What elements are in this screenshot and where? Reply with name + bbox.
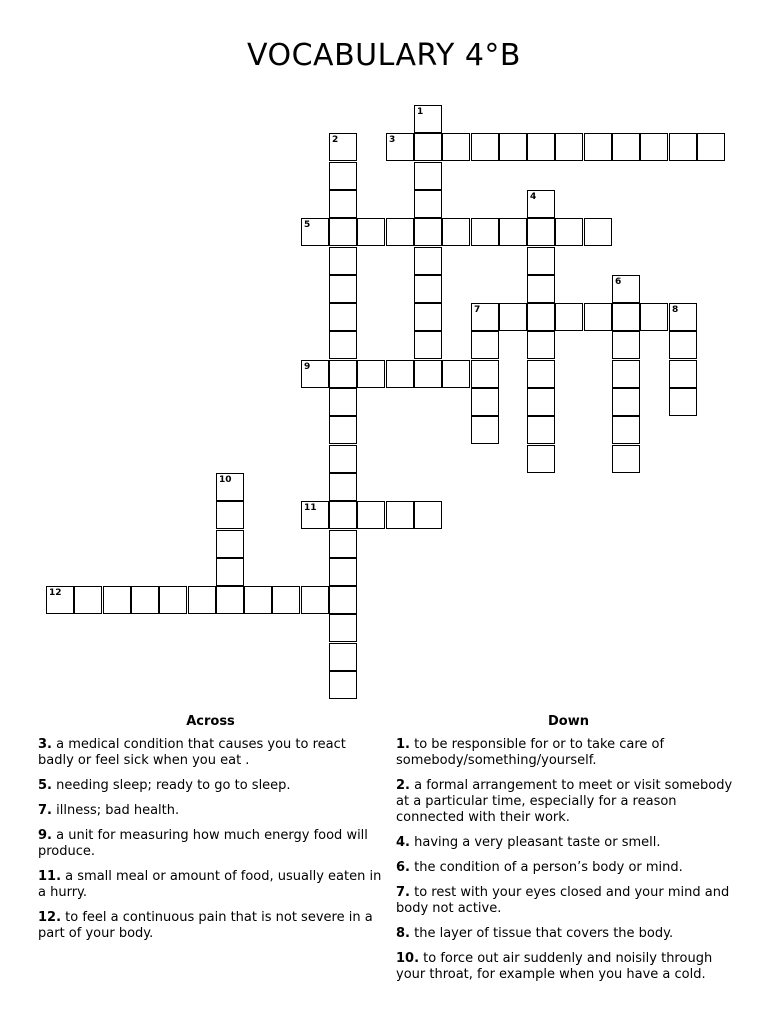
grid-cell[interactable] xyxy=(584,133,612,161)
clue-number: 6 xyxy=(615,277,622,287)
grid-cell[interactable] xyxy=(414,105,442,133)
clue-label: 7. xyxy=(38,803,52,818)
grid-cell[interactable] xyxy=(329,388,357,416)
grid-cell[interactable] xyxy=(329,247,357,275)
grid-cell[interactable] xyxy=(471,388,499,416)
clue-label: 9. xyxy=(38,828,52,843)
clue-number: 1 xyxy=(417,107,424,117)
grid-cell[interactable] xyxy=(272,586,300,614)
grid-cell[interactable] xyxy=(414,501,442,529)
grid-cell[interactable] xyxy=(414,303,442,331)
grid-cell[interactable] xyxy=(471,218,499,246)
grid-cell[interactable] xyxy=(216,501,244,529)
clue-label: 7. xyxy=(396,885,410,900)
grid-cell[interactable] xyxy=(527,218,555,246)
grid-cell[interactable] xyxy=(612,303,640,331)
grid-cell[interactable] xyxy=(216,473,244,501)
grid-cell[interactable] xyxy=(301,586,329,614)
clue-text: to be responsible for or to take care of somebody/something/yourself. xyxy=(396,737,665,768)
clue-number: 12 xyxy=(49,588,62,598)
clue-number: 9 xyxy=(304,362,311,372)
clue-label: 10. xyxy=(396,951,420,966)
grid-cell[interactable] xyxy=(555,303,583,331)
clue-label: 11. xyxy=(38,869,62,884)
clue-text: a medical condition that causes you to react badly or feel sick when you eat . xyxy=(38,737,346,768)
grid-cell[interactable] xyxy=(442,360,470,388)
grid-cell[interactable] xyxy=(216,530,244,558)
grid-cell[interactable] xyxy=(471,303,499,331)
grid-cell[interactable] xyxy=(442,133,470,161)
grid-cell[interactable] xyxy=(471,416,499,444)
clue-text: a formal arrangement to meet or visit somebody at a particular time, especially for a reason connected with their work. xyxy=(396,778,733,825)
grid-cell[interactable] xyxy=(697,133,725,161)
across-clue xyxy=(38,803,383,819)
grid-cell[interactable] xyxy=(159,586,187,614)
across-clue-list xyxy=(38,737,383,942)
grid-cell[interactable] xyxy=(414,133,442,161)
grid-cell[interactable] xyxy=(329,643,357,671)
across-clue xyxy=(38,910,383,942)
clue-label: 4. xyxy=(396,835,410,850)
clue-text: to rest with your eyes closed and your mind and body not active. xyxy=(396,885,730,916)
grid-cell[interactable] xyxy=(612,416,640,444)
down-clues xyxy=(396,714,741,992)
grid-cell[interactable] xyxy=(329,331,357,359)
clue-label: 8. xyxy=(396,926,410,941)
clue-text: to feel a continuous pain that is not severe in a part of your body. xyxy=(38,910,373,941)
grid-cell[interactable] xyxy=(329,586,357,614)
grid-cell[interactable] xyxy=(584,218,612,246)
grid-cell[interactable] xyxy=(301,218,329,246)
clue-label: 2. xyxy=(396,778,410,793)
grid-cell[interactable] xyxy=(471,331,499,359)
grid-cell[interactable] xyxy=(357,218,385,246)
grid-cell[interactable] xyxy=(471,360,499,388)
grid-cell[interactable] xyxy=(669,331,697,359)
grid-cell[interactable] xyxy=(471,133,499,161)
clue-number: 3 xyxy=(389,135,396,145)
grid-cell[interactable] xyxy=(555,218,583,246)
grid-cell[interactable] xyxy=(555,133,583,161)
grid-cell[interactable] xyxy=(329,275,357,303)
grid-cell[interactable] xyxy=(329,614,357,642)
clue-text: illness; bad health. xyxy=(51,803,180,818)
grid-cell[interactable] xyxy=(74,586,102,614)
grid-cell[interactable] xyxy=(612,445,640,473)
grid-cell[interactable] xyxy=(669,360,697,388)
grid-cell[interactable] xyxy=(329,360,357,388)
grid-cell[interactable] xyxy=(357,360,385,388)
grid-cell[interactable] xyxy=(669,133,697,161)
clue-label: 3. xyxy=(38,737,52,752)
across-heading: Across xyxy=(186,714,235,729)
across-clue xyxy=(38,869,383,901)
clue-label: 12. xyxy=(38,910,62,925)
clue-text: the layer of tissue that covers the body. xyxy=(409,926,674,941)
clue-text: the condition of a person’s body or mind. xyxy=(409,860,683,875)
across-clue xyxy=(38,828,383,860)
grid-cell[interactable] xyxy=(669,303,697,331)
grid-cell[interactable] xyxy=(640,303,668,331)
grid-cell[interactable] xyxy=(612,275,640,303)
grid-cell[interactable] xyxy=(499,133,527,161)
grid-cell[interactable] xyxy=(329,558,357,586)
clue-text: a unit for measuring how much energy food will produce. xyxy=(38,828,368,859)
across-clue xyxy=(38,737,383,769)
grid-cell[interactable] xyxy=(329,218,357,246)
grid-cell[interactable] xyxy=(414,162,442,190)
grid-cell[interactable] xyxy=(414,247,442,275)
grid-cell[interactable] xyxy=(414,360,442,388)
grid-cell[interactable] xyxy=(499,303,527,331)
grid-cell[interactable] xyxy=(216,586,244,614)
grid-cell[interactable] xyxy=(329,473,357,501)
grid-cell[interactable] xyxy=(386,360,414,388)
grid-cell[interactable] xyxy=(414,275,442,303)
grid-cell[interactable] xyxy=(527,388,555,416)
grid-cell[interactable] xyxy=(584,303,612,331)
clue-label: 1. xyxy=(396,737,410,752)
clue-number: 2 xyxy=(332,135,339,145)
down-clue xyxy=(396,926,741,942)
grid-cell[interactable] xyxy=(527,133,555,161)
grid-cell[interactable] xyxy=(329,501,357,529)
down-clue xyxy=(396,885,741,917)
grid-cell[interactable] xyxy=(386,501,414,529)
across-clue xyxy=(38,778,383,794)
clue-number: 11 xyxy=(304,503,317,513)
grid-cell[interactable] xyxy=(527,190,555,218)
grid-cell[interactable] xyxy=(329,530,357,558)
grid-cell[interactable] xyxy=(669,388,697,416)
clue-label: 6. xyxy=(396,860,410,875)
grid-cell[interactable] xyxy=(414,190,442,218)
grid-cell[interactable] xyxy=(131,586,159,614)
grid-cell[interactable] xyxy=(386,218,414,246)
grid-cell[interactable] xyxy=(386,133,414,161)
grid-cell[interactable] xyxy=(612,388,640,416)
down-clue xyxy=(396,835,741,851)
down-clue-list xyxy=(396,737,741,983)
grid-cell[interactable] xyxy=(442,218,470,246)
grid-cell[interactable] xyxy=(103,586,131,614)
clue-label: 5. xyxy=(38,778,52,793)
grid-cell[interactable] xyxy=(216,558,244,586)
grid-cell[interactable] xyxy=(527,416,555,444)
down-heading: Down xyxy=(548,714,589,729)
clue-number: 8 xyxy=(672,305,679,315)
down-clue xyxy=(396,951,741,983)
clue-text: having a very pleasant taste or smell. xyxy=(409,835,661,850)
clue-number: 10 xyxy=(219,475,232,485)
grid-cell[interactable] xyxy=(46,586,74,614)
grid-cell[interactable] xyxy=(640,133,668,161)
grid-cell[interactable] xyxy=(188,586,216,614)
clue-text: needing sleep; ready to go to sleep. xyxy=(51,778,291,793)
down-clue xyxy=(396,737,741,769)
grid-cell[interactable] xyxy=(612,331,640,359)
grid-cell[interactable] xyxy=(527,275,555,303)
grid-cell[interactable] xyxy=(357,501,385,529)
down-clue xyxy=(396,778,741,826)
grid-cell[interactable] xyxy=(612,133,640,161)
grid-cell[interactable] xyxy=(527,360,555,388)
grid-cell[interactable] xyxy=(612,360,640,388)
across-clues xyxy=(38,714,383,951)
grid-cell[interactable] xyxy=(301,360,329,388)
grid-cell[interactable] xyxy=(414,331,442,359)
grid-cell[interactable] xyxy=(527,331,555,359)
grid-cell[interactable] xyxy=(329,303,357,331)
grid-cell[interactable] xyxy=(329,416,357,444)
grid-cell[interactable] xyxy=(527,445,555,473)
grid-cell[interactable] xyxy=(414,218,442,246)
grid-cell[interactable] xyxy=(329,133,357,161)
grid-cell[interactable] xyxy=(329,671,357,699)
grid-cell[interactable] xyxy=(499,218,527,246)
grid-cell[interactable] xyxy=(329,190,357,218)
grid-cell[interactable] xyxy=(329,445,357,473)
grid-cell[interactable] xyxy=(527,247,555,275)
clue-number: 5 xyxy=(304,220,311,230)
clue-text: a small meal or amount of food, usually eaten in a hurry. xyxy=(38,869,382,900)
down-clue xyxy=(396,860,741,876)
grid-cell[interactable] xyxy=(244,586,272,614)
clue-text: to force out air suddenly and noisily through your throat, for example when you have a cold. xyxy=(396,951,713,982)
clue-number: 4 xyxy=(530,192,537,202)
page-title: VOCABULARY 4°B xyxy=(247,38,521,73)
grid-cell[interactable] xyxy=(301,501,329,529)
grid-cell[interactable] xyxy=(527,303,555,331)
grid-cell[interactable] xyxy=(329,162,357,190)
clue-number: 7 xyxy=(474,305,481,315)
